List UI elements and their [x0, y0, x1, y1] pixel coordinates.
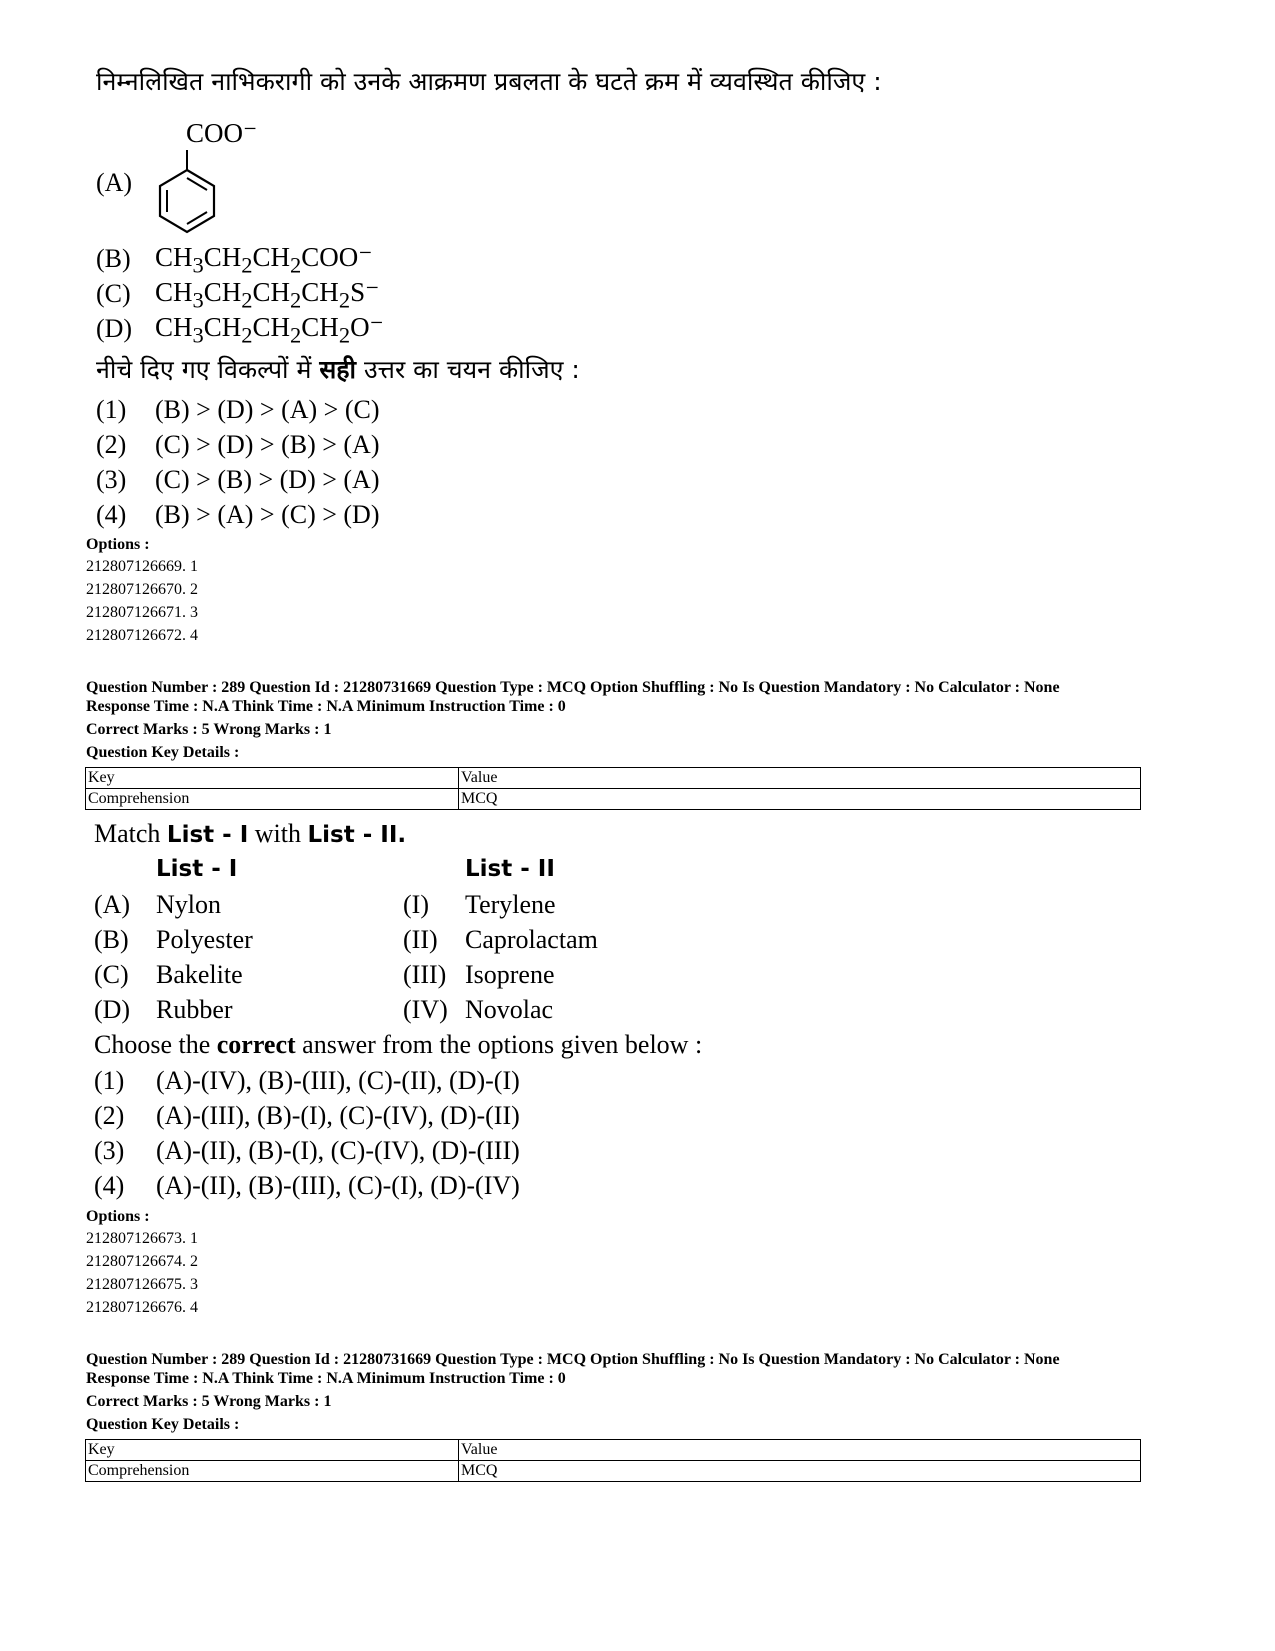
meta2-line3: Correct Marks : 5 Wrong Marks : 1: [86, 1393, 332, 1410]
formula-part: CH: [301, 277, 339, 307]
q1-item-c-label: (C): [96, 279, 131, 308]
q2-option-4: 212807126676. 4: [86, 1299, 198, 1316]
formula-part: CH: [301, 312, 339, 342]
formula-part: CH: [203, 277, 242, 307]
q2-option-2: 212807126674. 2: [86, 1253, 198, 1270]
q2-choice-4-num: (4): [94, 1171, 125, 1200]
q2-prompt-bold: correct: [216, 1030, 296, 1059]
formula-subscript: 2: [241, 287, 253, 313]
q2-row-b-match: Caprolactam: [465, 925, 598, 954]
q2-options-label: Options :: [86, 1208, 150, 1225]
table-header-value: Value: [459, 1440, 1141, 1461]
q1-choice-1-text: (B) > (D) > (A) > (C): [155, 395, 380, 424]
table-row: [86, 1461, 1141, 1482]
table-cell-key: Comprehension: [86, 789, 459, 810]
formula-subscript: 3: [192, 322, 204, 348]
meta1-line2: Response Time : N.A Think Time : N.A Minimum Instruction Time : 0: [86, 698, 566, 715]
q2-row-c-match: Isoprene: [465, 960, 555, 989]
q2-list2-header: List - II: [465, 856, 555, 882]
q1-choice-3: [96, 462, 126, 498]
q2-choice-2-text: (A)-(III), (B)-(I), (C)-(IV), (D)-(II): [156, 1101, 520, 1130]
choice-number: (4): [96, 500, 127, 529]
q1-option-4: 212807126672. 4: [86, 627, 198, 644]
ring-hexagon: [160, 170, 214, 232]
table-row: [86, 789, 1141, 810]
formula-subscript: 2: [290, 252, 302, 278]
table-cell-value: MCQ: [459, 789, 1141, 810]
formula-part: CH: [155, 312, 193, 342]
q2-title-mid: with: [248, 819, 308, 848]
q1-item-a-carboxylate: COO⁻: [186, 118, 258, 148]
q1-choice-4-text: (B) > (A) > (C) > (D): [155, 500, 380, 529]
choice-number: (2): [96, 430, 127, 459]
q1-option-3: 212807126671. 3: [86, 604, 198, 621]
q2-option-1: 212807126673. 1: [86, 1230, 198, 1247]
q2-row-b-roman: (II): [403, 925, 438, 954]
q1-item-a-label: (A): [96, 168, 133, 197]
formula-part: CH: [252, 312, 291, 342]
q2-row-c-roman: (III): [403, 960, 447, 989]
q1-choice-1: [96, 392, 126, 428]
q1-item-b-formula: [155, 242, 373, 278]
formula-subscript: 2: [338, 287, 351, 313]
q1-instruction: निम्नलिखित नाभिकरागी को उनके आक्रमण प्रबलता के घटते क्रम में व्यवस्थित कीजिए :: [96, 67, 882, 96]
q1-option-2: 212807126670. 2: [86, 581, 198, 598]
q2-choice-1-num: (1): [94, 1066, 125, 1095]
q1-options-label: Options :: [86, 536, 150, 553]
formula-subscript: 2: [290, 322, 302, 348]
q2-row-b-label: (B): [94, 925, 129, 954]
table-header-row: [86, 768, 1141, 789]
q2-choice-4-text: (A)-(II), (B)-(III), (C)-(I), (D)-(IV): [156, 1171, 520, 1200]
formula-part: O⁻: [350, 312, 384, 342]
meta1-line4: Question Key Details :: [86, 744, 240, 761]
choice-number: (1): [96, 395, 127, 424]
q1-prompt-pre: नीचे दिए गए विकल्पों में: [96, 355, 320, 384]
formula-part: COO⁻: [301, 242, 373, 272]
q2-option-3: 212807126675. 3: [86, 1276, 198, 1293]
q2-title: [94, 816, 406, 853]
meta2-line1: Question Number : 289 Question Id : 21280731669 Question Type : MCQ Option Shuffling : No Is Question Mandatory : No Calculator : None: [86, 1351, 1060, 1368]
q1-item-d-label: (D): [96, 314, 133, 343]
q2-list1-header: List - I: [156, 856, 238, 882]
meta1-line1: Question Number : 289 Question Id : 21280731669 Question Type : MCQ Option Shuffling : No Is Question Mandatory : No Calculator : None: [86, 679, 1060, 696]
q2-prompt: [94, 1027, 702, 1063]
formula-subscript: 2: [241, 252, 253, 278]
q1-choice-2: [96, 427, 126, 463]
q2-choice-3-text: (A)-(II), (B)-(I), (C)-(IV), (D)-(III): [156, 1136, 520, 1165]
meta2-key-table: [85, 1439, 1141, 1482]
q1-choice-4: [96, 497, 126, 533]
table-header-row: [86, 1440, 1141, 1461]
q2-row-a-item: Nylon: [156, 890, 221, 919]
q2-title-pre: Match: [94, 819, 167, 848]
formula-subscript: 2: [290, 287, 302, 313]
formula-subscript: 2: [338, 322, 351, 348]
q2-row-a-label: (A): [94, 890, 131, 919]
q1-option-1: 212807126669. 1: [86, 558, 198, 575]
q2-row-a-match: Terylene: [465, 890, 556, 919]
q2-row-d-item: Rubber: [156, 995, 233, 1024]
table-header-key: Key: [86, 768, 459, 789]
q2-choice-2-num: (2): [94, 1101, 125, 1130]
q1-prompt-bold: सही: [319, 355, 357, 384]
q1-prompt-post: उत्तर का चयन कीजिए :: [356, 355, 580, 384]
q2-title-list1: List - I: [166, 822, 249, 848]
formula-subscript: 3: [192, 252, 204, 278]
q2-title-list2: List - II.: [307, 822, 407, 848]
choice-number: (3): [96, 465, 127, 494]
q2-row-a-roman: (I): [403, 890, 429, 919]
meta1-line3: Correct Marks : 5 Wrong Marks : 1: [86, 721, 332, 738]
table-cell-value: MCQ: [459, 1461, 1141, 1482]
formula-part: S⁻: [350, 277, 380, 307]
meta2-line2: Response Time : N.A Think Time : N.A Minimum Instruction Time : 0: [86, 1370, 566, 1387]
q2-row-b-item: Polyester: [156, 925, 253, 954]
formula-part: CH: [203, 312, 242, 342]
q2-choice-3-num: (3): [94, 1136, 125, 1165]
q2-row-d-label: (D): [94, 995, 131, 1024]
table-cell-key: Comprehension: [86, 1461, 459, 1482]
q1-prompt: [96, 352, 580, 388]
formula-part: CH: [155, 277, 193, 307]
q1-choice-3-text: (C) > (B) > (D) > (A): [155, 465, 380, 494]
table-header-value: Value: [459, 768, 1141, 789]
q1-choice-2-text: (C) > (D) > (B) > (A): [155, 430, 380, 459]
formula-subscript: 2: [241, 322, 253, 348]
formula-part: CH: [203, 242, 242, 272]
q1-item-d-formula: [155, 312, 384, 348]
formula-part: CH: [155, 242, 193, 272]
meta2-line4: Question Key Details :: [86, 1416, 240, 1433]
table-header-key: Key: [86, 1440, 459, 1461]
q2-choice-1-text: (A)-(IV), (B)-(III), (C)-(II), (D)-(I): [156, 1066, 520, 1095]
formula-part: CH: [252, 277, 291, 307]
q1-item-c-formula: [155, 277, 379, 313]
q1-item-b-label: (B): [96, 244, 131, 273]
q2-row-d-roman: (IV): [403, 995, 448, 1024]
q2-prompt-post: answer from the options given below :: [295, 1030, 703, 1059]
q2-row-c-item: Bakelite: [156, 960, 243, 989]
formula-part: CH: [252, 242, 291, 272]
meta1-key-table: [85, 767, 1141, 810]
q2-row-c-label: (C): [94, 960, 129, 989]
q2-row-d-match: Novolac: [465, 995, 554, 1024]
q2-prompt-pre: Choose the: [94, 1030, 217, 1059]
formula-subscript: 3: [192, 287, 204, 313]
benzene-ring-structure: [150, 146, 230, 236]
